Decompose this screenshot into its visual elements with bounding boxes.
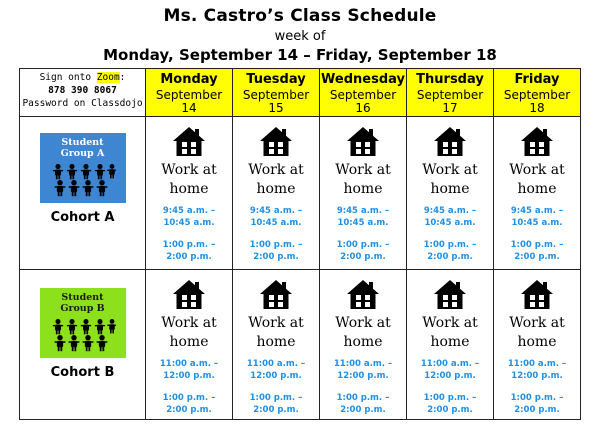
session-time-2: 1:00 p.m. – 2:00 p.m. [249, 240, 303, 262]
session-time-1: 11:00 a.m. – 12:00 p.m. [507, 359, 567, 381]
session-time-1: 11:00 a.m. – 12:00 p.m. [246, 359, 306, 381]
zoom-sign-on-text: Sign onto Zoom: [39, 72, 126, 83]
day-header-friday: Friday September 18 [494, 69, 581, 117]
people-group-icon [50, 164, 116, 198]
header-row [20, 69, 581, 117]
session-time-2: 1:00 p.m. – 2:00 p.m. [423, 240, 477, 262]
activity-label: Work at home [248, 162, 304, 197]
day-cell [494, 270, 581, 420]
session-time-2: 1:00 p.m. – 2:00 p.m. [162, 240, 216, 262]
cohort-b-label: Cohort B [50, 365, 115, 380]
cohort-b-cell [20, 270, 146, 420]
day-cell [146, 117, 233, 270]
house-icon [433, 125, 467, 157]
house-icon [172, 278, 206, 310]
session-time-1: 11:00 a.m. – 12:00 p.m. [333, 359, 393, 381]
cohort-a-label: Cohort A [50, 210, 115, 225]
house-icon [520, 125, 554, 157]
day-cell [494, 117, 581, 270]
zoom-link[interactable]: Zoom [96, 72, 120, 83]
session-time-2: 1:00 p.m. – 2:00 p.m. [423, 393, 477, 415]
day-header-thursday: Thursday September 17 [407, 69, 494, 117]
activity-label: Work at home [509, 315, 565, 350]
session-time-1: 9:45 a.m. – 10:45 a.m. [162, 206, 216, 228]
cohort-a-cell [20, 117, 146, 270]
cohort-row-a [20, 117, 581, 270]
day-cell [320, 270, 407, 420]
day-cell [233, 270, 320, 420]
session-time-1: 11:00 a.m. – 12:00 p.m. [159, 359, 219, 381]
house-icon [433, 278, 467, 310]
activity-label: Work at home [161, 315, 217, 350]
session-time-2: 1:00 p.m. – 2:00 p.m. [510, 393, 564, 415]
day-cell [407, 117, 494, 270]
page-title: Ms. Castro’s Class Schedule [163, 6, 437, 26]
session-time-1: 9:45 a.m. – 10:45 a.m. [423, 206, 477, 228]
zoom-info-cell [20, 69, 146, 117]
activity-label: Work at home [335, 162, 391, 197]
session-time-1: 9:45 a.m. – 10:45 a.m. [249, 206, 303, 228]
session-time-2: 1:00 p.m. – 2:00 p.m. [336, 240, 390, 262]
session-time-1: 11:00 a.m. – 12:00 p.m. [420, 359, 480, 381]
day-header-tuesday: Tuesday September 15 [233, 69, 320, 117]
week-of-label: week of [274, 29, 326, 44]
day-header-monday: Monday September 14 [146, 69, 233, 117]
session-time-1: 9:45 a.m. – 10:45 a.m. [510, 206, 564, 228]
session-time-2: 1:00 p.m. – 2:00 p.m. [510, 240, 564, 262]
session-time-2: 1:00 p.m. – 2:00 p.m. [336, 393, 390, 415]
day-header-wednesday: Wednesday September 16 [320, 69, 407, 117]
student-group-b-badge: Student Group B [40, 288, 126, 358]
house-icon [259, 125, 293, 157]
people-group-icon [50, 319, 116, 353]
day-cell [146, 270, 233, 420]
house-icon [346, 278, 380, 310]
house-icon [172, 125, 206, 157]
day-cell [407, 270, 494, 420]
session-time-2: 1:00 p.m. – 2:00 p.m. [249, 393, 303, 415]
house-icon [520, 278, 554, 310]
activity-label: Work at home [422, 315, 478, 350]
password-note: Password on Classdojo [22, 98, 143, 109]
session-time-1: 9:45 a.m. – 10:45 a.m. [336, 206, 390, 228]
activity-label: Work at home [422, 162, 478, 197]
day-cell [320, 117, 407, 270]
zoom-meeting-id: 878 390 8067 [48, 85, 117, 96]
day-cell [233, 117, 320, 270]
activity-label: Work at home [161, 162, 217, 197]
house-icon [346, 125, 380, 157]
date-range: Monday, September 14 – Friday, September 18 [103, 46, 497, 64]
student-group-a-badge: Student Group A [40, 133, 126, 203]
schedule-table [19, 68, 581, 420]
cohort-row-b [20, 270, 581, 420]
activity-label: Work at home [248, 315, 304, 350]
activity-label: Work at home [509, 162, 565, 197]
activity-label: Work at home [335, 315, 391, 350]
session-time-2: 1:00 p.m. – 2:00 p.m. [162, 393, 216, 415]
house-icon [259, 278, 293, 310]
